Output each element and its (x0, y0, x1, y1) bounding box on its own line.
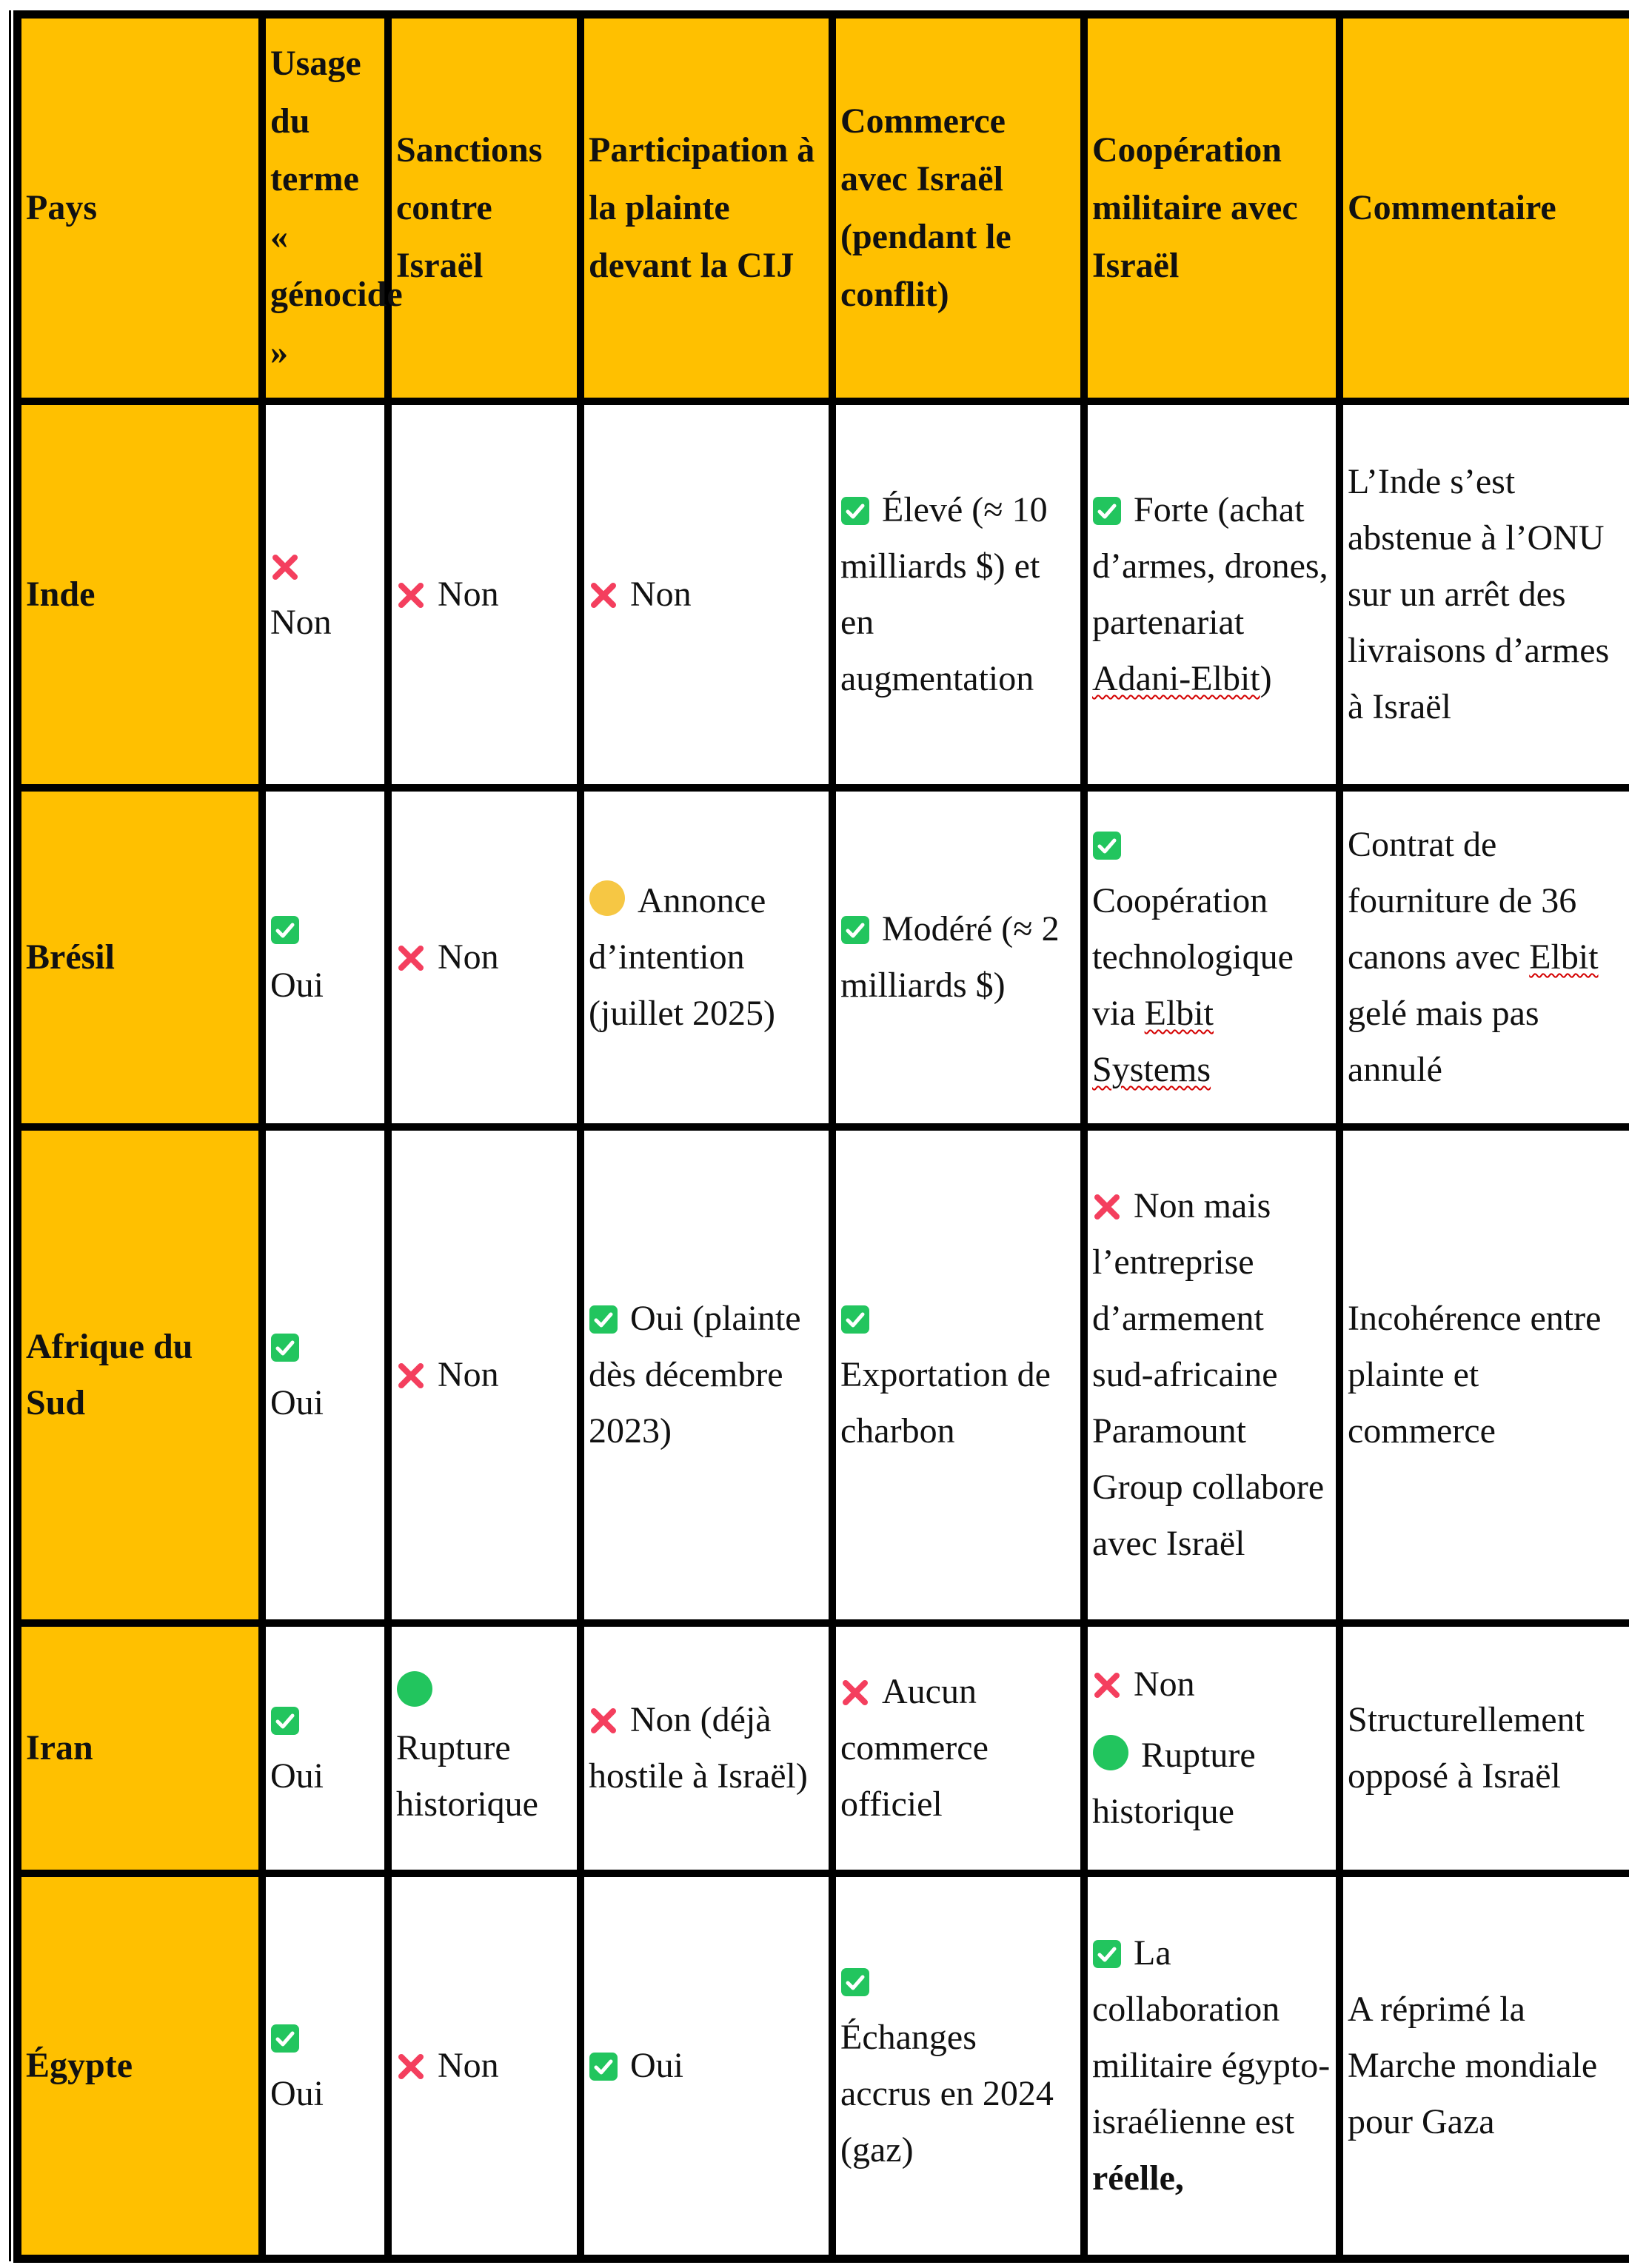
check-icon (270, 2024, 300, 2053)
genocide-text: Non (270, 603, 332, 642)
sanctions-cell (388, 1623, 581, 1873)
cij-cell (581, 1873, 832, 2258)
militaire-cell (1084, 1623, 1339, 1873)
cij-cell (581, 1127, 832, 1623)
commentaire-text-underlined: Elbit (1529, 937, 1599, 977)
genocide-cell (262, 788, 388, 1127)
commentaire-cell (1339, 788, 1629, 1127)
sanctions-cell (388, 1127, 581, 1623)
commentaire-text: Contrat de fourniture de 36 canons avec (1348, 825, 1577, 977)
header-row (18, 15, 1629, 401)
militaire-text: Forte (achat d’armes, drones, partenariat (1092, 490, 1328, 642)
cross-icon (589, 581, 618, 610)
sanctions-cell (388, 1873, 581, 2258)
cij-cell (581, 1623, 832, 1873)
cross-icon (396, 581, 426, 610)
header-sanctions: Sanctions contre Israël (388, 15, 581, 401)
cross-icon (396, 943, 426, 973)
check-icon (840, 1967, 870, 1997)
check-icon (589, 2052, 618, 2081)
cij-text: Oui (plainte dès décembre 2023) (589, 1299, 801, 1451)
commerce-text: Élevé (≈ 10 milliards $) et en augmentation (840, 490, 1048, 698)
cross-icon (396, 1361, 426, 1391)
militaire-cell (1084, 1873, 1339, 2258)
check-icon (270, 1333, 300, 1362)
header-commerce: Commerce avec Israël (pendant le conflit) (832, 15, 1084, 401)
militaire-text-end: ) (1260, 659, 1272, 698)
green-circle-icon (1092, 1734, 1129, 1771)
header-genocide: Usage du terme « génocide » (262, 15, 388, 401)
sanctions-cell (388, 788, 581, 1127)
paragraph-gap (1092, 1713, 1331, 1727)
table-row-bresil (18, 788, 1629, 1127)
militaire-text-underlined: Elbit Systems (1092, 994, 1214, 1089)
sanctions-text: Non (438, 937, 499, 977)
cij-text: Oui (630, 2046, 683, 2085)
country-cell: Égypte (18, 1873, 262, 2258)
militaire-text: La collaboration militaire égypto-israélienne est (1092, 1933, 1331, 2141)
cross-icon (1092, 1670, 1122, 1700)
green-circle-icon (396, 1670, 433, 1707)
genocide-text: Oui (270, 1383, 324, 1422)
commerce-cell (832, 1623, 1084, 1873)
cij-text: Annonce d’intention (juillet 2025) (589, 881, 775, 1033)
cross-icon (396, 2052, 426, 2081)
commentaire-cell: L’Inde s’est abstenue à l’ONU sur un arrêt des livraisons d’armes à Israël (1339, 401, 1629, 788)
check-icon (1092, 1939, 1122, 1969)
genocide-cell (262, 1623, 388, 1873)
commerce-text: Échanges accrus en 2024 (gaz) (840, 2018, 1054, 2170)
genocide-cell (262, 1127, 388, 1623)
genocide-cell (262, 401, 388, 788)
check-icon (270, 1706, 300, 1736)
cij-cell (581, 401, 832, 788)
header-commentaire: Commentaire (1339, 15, 1629, 401)
cross-icon (840, 1678, 870, 1707)
militaire-text-bold: réelle, (1092, 2158, 1184, 2198)
cross-icon (1092, 1192, 1122, 1222)
comparison-table (13, 10, 1629, 2263)
cij-cell (581, 788, 832, 1127)
check-icon (1092, 831, 1122, 860)
header-pays: Pays (18, 15, 262, 401)
check-icon (589, 1305, 618, 1334)
militaire-cell (1084, 401, 1339, 788)
commentaire-cell: Structurellement opposé à Israël (1339, 1623, 1629, 1873)
commerce-cell (832, 401, 1084, 788)
table-row-inde (18, 401, 1629, 788)
commerce-text: Modéré (≈ 2 milliards $) (840, 909, 1060, 1005)
country-cell: Inde (18, 401, 262, 788)
check-icon (1092, 496, 1122, 526)
check-icon (840, 915, 870, 945)
document-frame (9, 10, 1623, 2261)
commentaire-cell: Incohérence entre plainte et commerce (1339, 1127, 1629, 1623)
commentaire-text-end: gelé mais pas annulé (1348, 994, 1539, 1089)
militaire-text: Coopération technologique via (1092, 881, 1294, 1033)
militaire-text-2: Rupture historique (1092, 1736, 1256, 1831)
cij-text: Non (630, 575, 692, 614)
check-icon (840, 496, 870, 526)
militaire-cell (1084, 1127, 1339, 1623)
militaire-text-underlined: Adani-Elbit (1092, 659, 1260, 698)
cross-icon (270, 552, 300, 582)
sanctions-text: Rupture historique (396, 1728, 538, 1824)
sanctions-text: Non (438, 1355, 499, 1394)
cij-text: Non (déjà hostile à Israël) (589, 1700, 808, 1796)
militaire-cell (1084, 788, 1339, 1127)
header-militaire: Coopération militaire avec Israël (1084, 15, 1339, 401)
header-cij: Participation à la plainte devant la CIJ (581, 15, 832, 401)
commerce-cell (832, 1873, 1084, 2258)
genocide-text: Oui (270, 2074, 324, 2113)
sanctions-cell (388, 401, 581, 788)
country-cell: Afrique du Sud (18, 1127, 262, 1623)
militaire-text: Non (1134, 1665, 1195, 1704)
militaire-text: Non mais l’entreprise d’armement sud-africaine Paramount Group collabore avec Israël (1092, 1186, 1325, 1563)
genocide-text: Oui (270, 966, 324, 1005)
table-row-afrique-du-sud (18, 1127, 1629, 1623)
country-cell: Brésil (18, 788, 262, 1127)
commerce-text: Aucun commerce officiel (840, 1672, 989, 1824)
genocide-text: Oui (270, 1756, 324, 1796)
yellow-circle-icon (589, 880, 626, 917)
country-cell: Iran (18, 1623, 262, 1873)
commerce-cell (832, 1127, 1084, 1623)
check-icon (840, 1305, 870, 1334)
sanctions-text: Non (438, 2046, 499, 2085)
table-row-iran (18, 1623, 1629, 1873)
commentaire-cell: A réprimé la Marche mondiale pour Gaza (1339, 1873, 1629, 2258)
check-icon (270, 915, 300, 945)
table-row-egypte (18, 1873, 1629, 2258)
sanctions-text: Non (438, 575, 499, 614)
cross-icon (589, 1706, 618, 1736)
commerce-cell (832, 788, 1084, 1127)
commerce-text: Exportation de charbon (840, 1355, 1051, 1451)
genocide-cell (262, 1873, 388, 2258)
